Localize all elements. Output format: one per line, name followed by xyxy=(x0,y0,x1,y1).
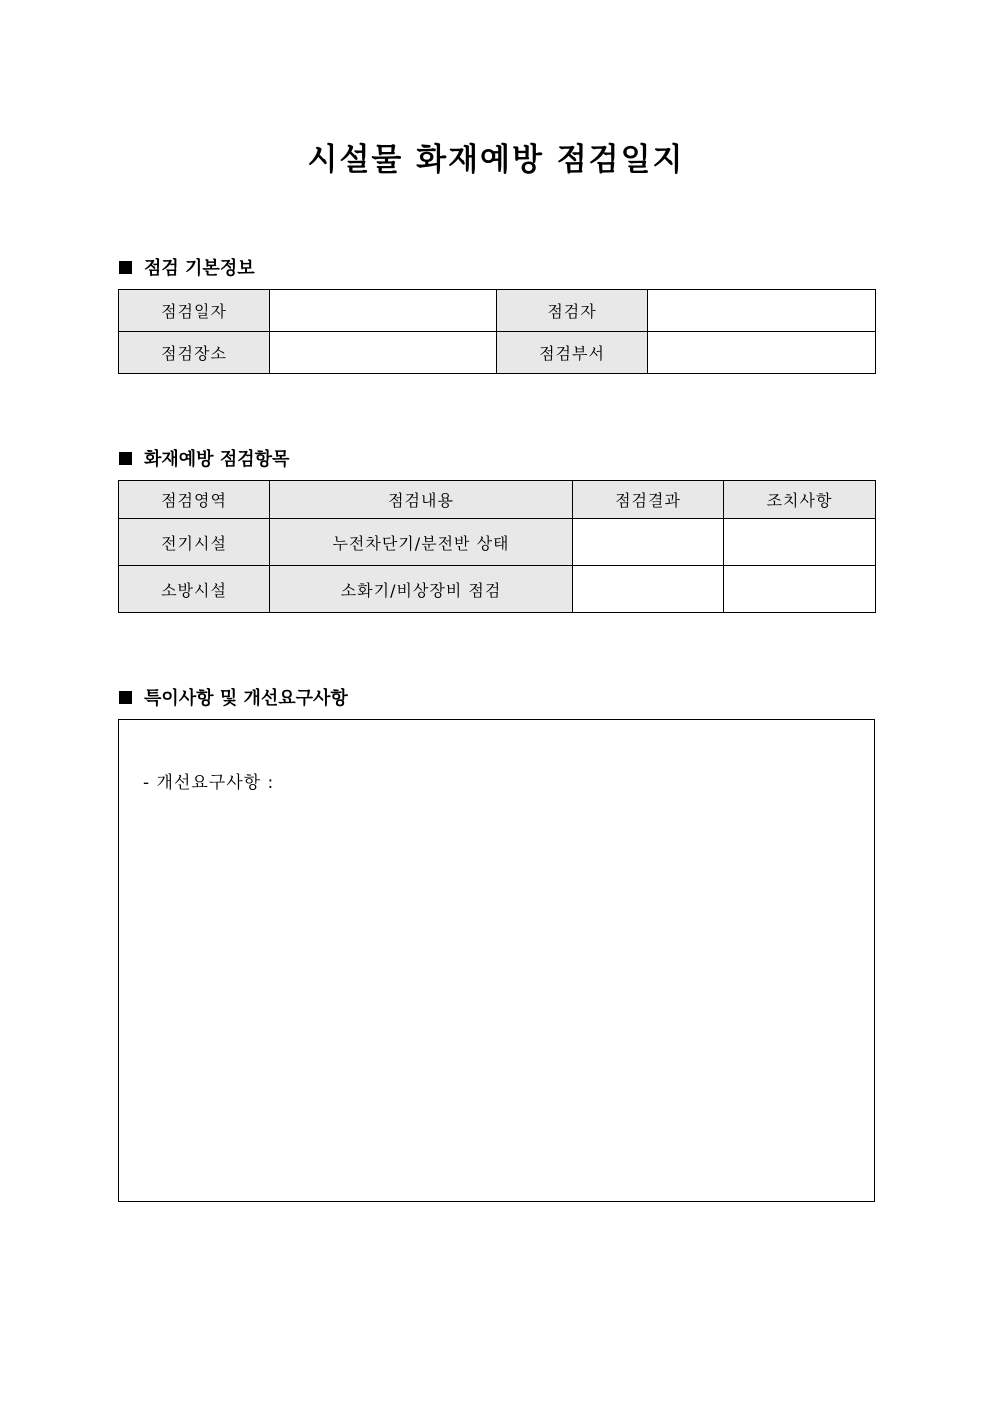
inspection-date-label: 점검일자 xyxy=(119,290,270,332)
section-title: 특이사항 및 개선요구사항 xyxy=(144,688,348,709)
result-field[interactable] xyxy=(573,519,724,566)
table-row xyxy=(119,566,876,613)
action-field[interactable] xyxy=(724,519,876,566)
inspection-department-label: 점검부서 xyxy=(497,332,648,374)
action-field[interactable] xyxy=(724,566,876,613)
basic-info-table xyxy=(118,289,876,374)
table-row xyxy=(119,519,876,566)
section-heading-basic-info xyxy=(119,254,255,280)
table-row xyxy=(119,332,876,374)
inspection-department-field[interactable] xyxy=(648,332,876,374)
section-heading-notes xyxy=(119,684,348,710)
table-header-row xyxy=(119,481,876,519)
inspection-location-label: 점검장소 xyxy=(119,332,270,374)
column-header-content: 점검내용 xyxy=(270,481,573,519)
area-cell: 소방시설 xyxy=(119,566,270,613)
area-cell: 전기시설 xyxy=(119,519,270,566)
square-bullet-icon xyxy=(119,452,132,465)
table-row xyxy=(119,290,876,332)
inspection-date-field[interactable] xyxy=(270,290,497,332)
notes-textarea[interactable] xyxy=(118,719,875,1202)
square-bullet-icon xyxy=(119,261,132,274)
column-header-result: 점검결과 xyxy=(573,481,724,519)
section-heading-check-items xyxy=(119,445,289,471)
improvement-request-label: - 개선요구사항 : xyxy=(143,773,275,793)
section-title: 점검 기본정보 xyxy=(144,258,255,279)
section-title: 화재예방 점검항목 xyxy=(144,449,290,470)
column-header-area: 점검영역 xyxy=(119,481,270,519)
content-cell: 누전차단기/분전반 상태 xyxy=(270,519,573,566)
check-items-table xyxy=(118,480,876,613)
content-cell: 소화기/비상장비 점검 xyxy=(270,566,573,613)
page-title: 시설물 화재예방 점검일지 xyxy=(307,142,685,178)
inspector-label: 점검자 xyxy=(497,290,648,332)
inspector-field[interactable] xyxy=(648,290,876,332)
column-header-action: 조치사항 xyxy=(724,481,876,519)
square-bullet-icon xyxy=(119,691,132,704)
inspection-location-field[interactable] xyxy=(270,332,497,374)
result-field[interactable] xyxy=(573,566,724,613)
